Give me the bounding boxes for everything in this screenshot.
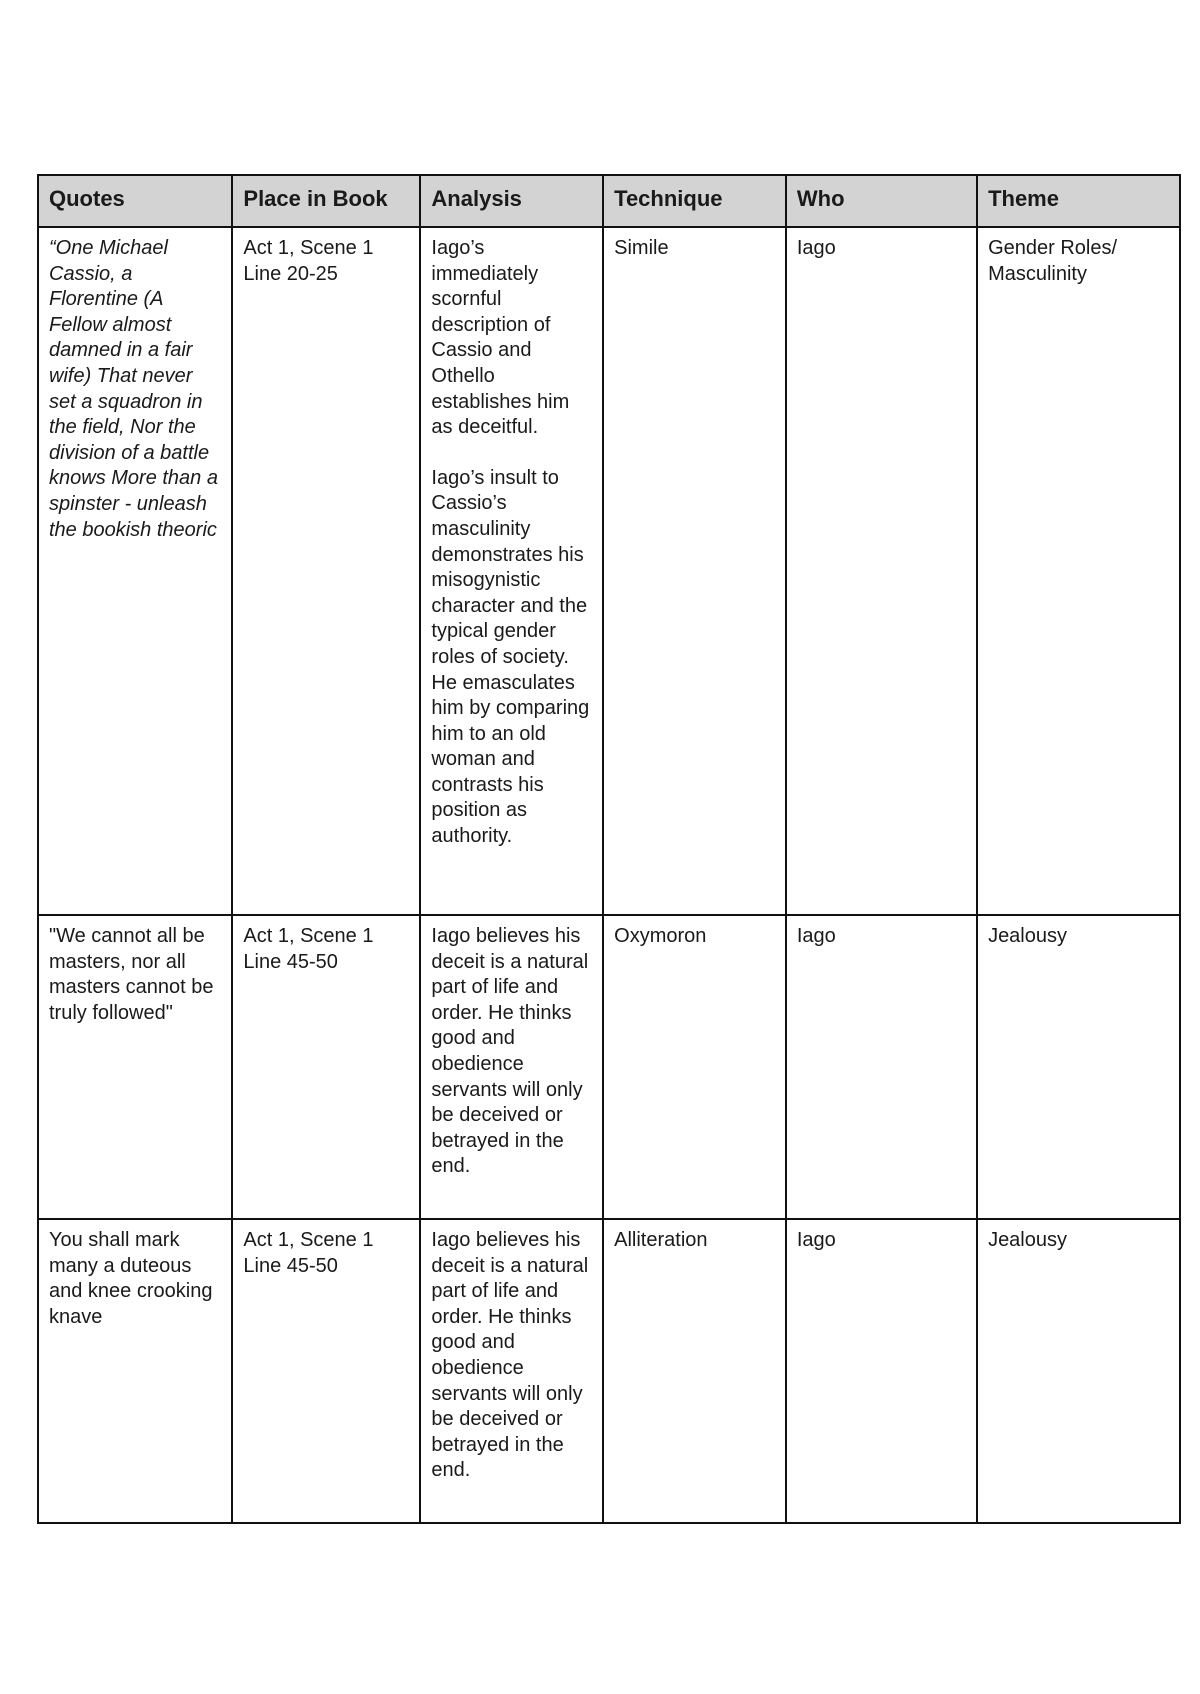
quote-cell: “One Michael Cassio, a Florentine (A Fellow almost damned in a fair wife) That never set a squadron in the field, Nor the division of a battle knows More than a spinster - unleash the bookish theoric	[38, 227, 232, 915]
table-row	[38, 227, 1180, 915]
analysis-paragraph: Iago’s immediately scornful description of Cassio and Othello establishes him as deceitful.	[431, 237, 570, 439]
who-cell: Iago	[786, 227, 977, 915]
quote-cell: "We cannot all be masters, nor all masters cannot be truly followed"	[38, 915, 232, 1219]
analysis-cell	[420, 915, 603, 1219]
technique-cell: Alliteration	[603, 1219, 786, 1523]
theme-cell: Gender Roles/ Masculinity	[977, 227, 1180, 915]
table-header-row	[38, 175, 1180, 227]
technique-cell: Oxymoron	[603, 915, 786, 1219]
quote-cell: You shall mark many a duteous and knee crooking knave	[38, 1219, 232, 1523]
header-who: Who	[786, 175, 977, 227]
header-analysis: Analysis	[420, 175, 603, 227]
who-cell: Iago	[786, 915, 977, 1219]
technique-cell: Simile	[603, 227, 786, 915]
place-cell: Act 1, Scene 1 Line 45-50	[232, 915, 420, 1219]
table-row	[38, 1219, 1180, 1523]
place-cell: Act 1, Scene 1 Line 45-50	[232, 1219, 420, 1523]
theme-cell: Jealousy	[977, 915, 1180, 1219]
analysis-paragraph: Iago believes his deceit is a natural part of life and order. He thinks good and obedience servants will only be deceived or betrayed in the end.	[431, 1229, 589, 1482]
theme-cell: Jealousy	[977, 1219, 1180, 1523]
header-technique: Technique	[603, 175, 786, 227]
header-quotes: Quotes	[38, 175, 232, 227]
table-row	[38, 915, 1180, 1219]
quote-analysis-table	[37, 174, 1181, 1524]
analysis-paragraph: Iago believes his deceit is a natural part of life and order. He thinks good and obedience servants will only be deceived or betrayed in the end.	[431, 925, 589, 1178]
analysis-paragraph: Iago’s insult to Cassio’s masculinity demonstrates his misogynistic character and the typical gender roles of society. He emasculates him by comparing him to an old woman and contrasts his position as authority.	[431, 466, 590, 848]
analysis-cell	[420, 227, 603, 915]
header-place-in-book: Place in Book	[232, 175, 420, 227]
place-cell: Act 1, Scene 1 Line 20-25	[232, 227, 420, 915]
analysis-cell	[420, 1219, 603, 1523]
header-theme: Theme	[977, 175, 1180, 227]
who-cell: Iago	[786, 1219, 977, 1523]
